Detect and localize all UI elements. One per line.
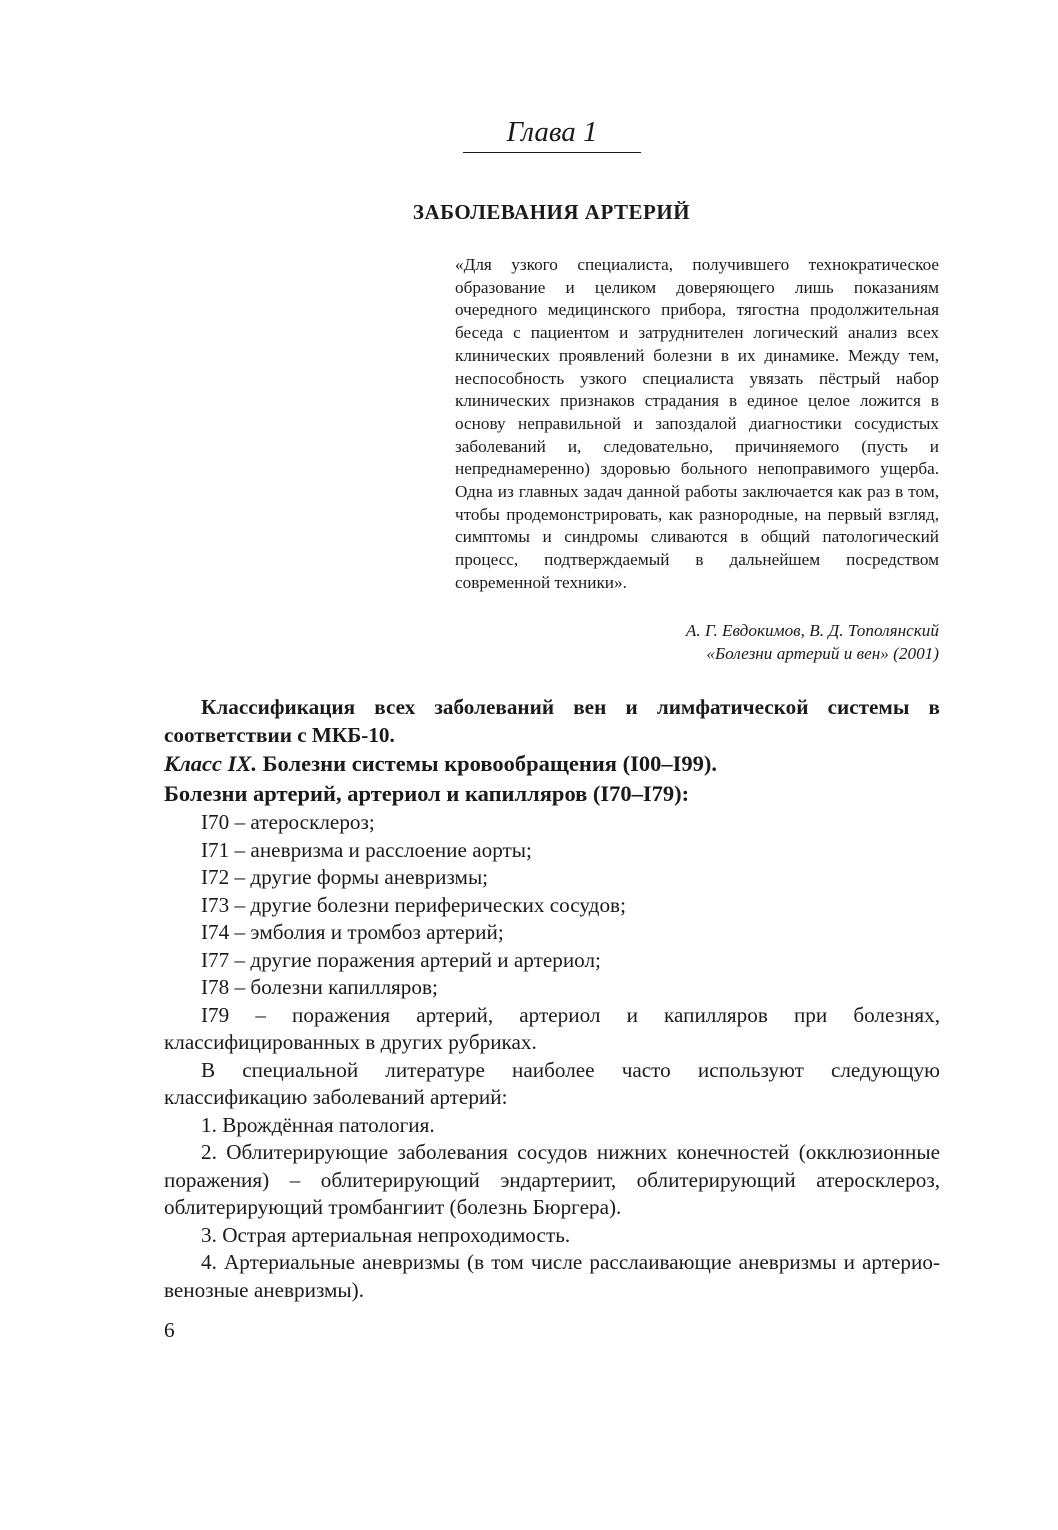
epigraph-author: А. Г. Евдокимов, В. Д. Тополянский [685, 621, 939, 640]
list-item: 2. Облитерирующие заболевания сосудов нижних конечностей (окклюзионные поражения) – облитерирующий эндартериит, облитерирующий атеросклероз, облитерирующий тромбангиит (болезнь Бюргера). [164, 1140, 940, 1219]
list-item: I72 – другие формы аневризмы; [201, 865, 489, 889]
list-item: I79 – поражения артерий, артериол и капилляров при болезнях, классифицированных в других рубриках. [164, 1002, 940, 1054]
epigraph-text: «Для узкого специалиста, получившего технократическое образование и целиком доверяющего лишь показаниям очередного медицинского прибора, тягостна продолжительная беседа с пациентом и затруднителен логический анализ всех клинических проявлений болезни в их динамике. Между тем, неспособность узкого специалиста увязать пёстрый набор клинических признаков страдания в единое целое ложится в основу неправильной и запоздалой диагностики сосудистых заболеваний и, следовательно, причиняемого (пусть и непреднамеренно) здоровью больного непоправимого ущерба. Одна из главных задач данной работы заключается как раз в том, чтобы продемонстрировать, как разнородные, на первый взгляд, симптомы и синдромы сливаются в общий патологический процесс, подтверждаемый в дальнейшем посредством современной техники». [455, 255, 939, 592]
epigraph-source: «Болезни артерий и вен» (2001) [706, 643, 939, 663]
group-title: Болезни артерий, артериол и капилляров (I70–I79): [164, 781, 690, 806]
chapter-rule [463, 152, 641, 153]
list-item: 3. Острая артериальная непроходимость. [201, 1222, 571, 1247]
literature-classification-list [164, 1112, 940, 1305]
class-title: Болезни системы кровообращения (I00–I99). [262, 751, 717, 776]
literature-intro: В специальной литературе наиболее часто используют следующую классификацию заболеваний артерий: [164, 1057, 940, 1109]
icd-code-list [164, 809, 940, 1057]
page-number: 6 [164, 1318, 175, 1342]
list-item: 1. Врождённая патология. [201, 1112, 435, 1137]
main-text [164, 694, 940, 1304]
list-item: I74 – эмболия и тромбоз артерий; [201, 920, 504, 944]
list-item: I71 – аневризма и расслоение аорты; [201, 837, 532, 862]
epigraph-attribution [455, 620, 939, 665]
list-item: I70 – атеросклероз; [201, 810, 375, 834]
chapter-title: ЗАБОЛЕВАНИЯ АРТЕРИЙ [412, 200, 691, 224]
list-item: 4. Артериальные аневризмы (в том числе расслаивающие аневризмы и артерио-венозные аневризмы). [164, 1250, 940, 1302]
classification-heading: Классификация всех заболеваний вен и лимфатической системы в соответствии с МКБ-10. [164, 695, 940, 747]
class-heading [164, 749, 940, 779]
class-label: Класс IX. [164, 751, 258, 776]
list-item: I77 – другие поражения артерий и артериол; [201, 947, 601, 972]
list-item: I73 – другие болезни периферических сосудов; [201, 892, 626, 917]
list-item: I78 – болезни капилляров; [201, 975, 438, 999]
chapter-label: Глава 1 [506, 116, 598, 148]
